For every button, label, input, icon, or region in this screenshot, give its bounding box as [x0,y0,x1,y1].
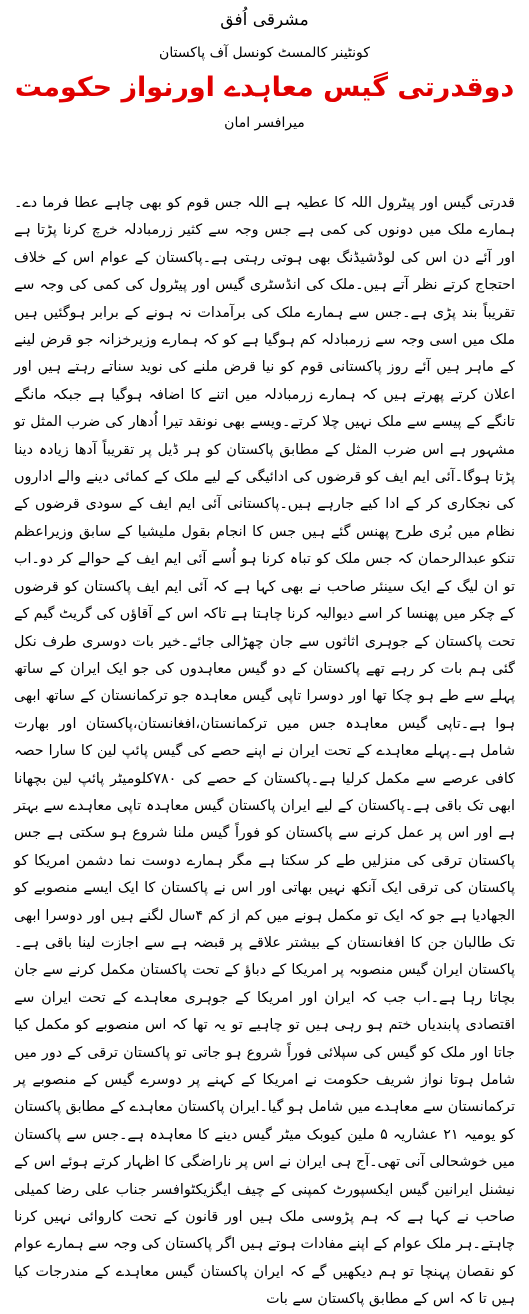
article-body [14,190,515,1314]
article-header [14,8,515,134]
newspaper-name: مشرقی اُفق [220,10,309,30]
council-subtitle: کونٹینر کالمسٹ کونسل آف پاکستان [159,45,370,61]
author-name: میرافسر امان [224,115,305,131]
article-headline: دوقدرتی گیس معاہدے اورنواز حکومت [14,72,515,103]
article-paragraph: قدرتی گیس اور پیٹرول اللہ کا عطیہ ہے اللہ جس قوم کو بھی چاہے عطا فرما دے۔ہمارے ملک میں دونوں کی کمی ہے جس وجہ سے کثیر زرمبادلہ خرچ کرنا پڑتا ہے اور آئے دن اس کی لوڈشیڈنگ بھی ہوتی رہتی ہے۔پاکستان کے عوام اس کے خلاف احتجاج کرتے نظر آتے ہیں۔ملک کی انڈسٹری گیس اور پیٹرول کی کمی کی وجہ سے تقریباً بند پڑی ہے۔جس سے ہمارے ملک کی برآمدات نہ ہونے کے برابر ہوگئیں ہیں ملک میں اسی وجہ سے زرمبادلہ کم ہوگیا ہے کو کہ ہمارے وزیرخزانہ جو قرض لینے کے ماہر ہیں آئے روز پاکستانی قوم کو نیا قرض ملنے کی نوید سناتے رہتے ہیں اور اعلان کرتے پھرتے ہیں کہ ہمارے زرمبادلہ میں اتنے کا اضافہ ہوگیا ہے جبکہ مانگے تانگے کے پیسے سے ملک نہیں چلا کرتے۔ویسے بھی نونقد تیرا اُدھار کی ضرب المثل تو مشہور ہے اس ضرب المثل کے مطابق پاکستان کو ہر ڈیل پر تقریباً آدھا زیادہ دینا پڑتا ہوگا۔آئی ایم ایف کو قرضوں کی ادائیگی کے لیے ملک کے کمائی دینے والے اداروں کی نجکاری کر کے ادا کیے جارہے ہیں۔پاکستانی آئی ایم ایف کے سودی قرضوں کے نظام میں بُری طرح پھنس گئے ہیں جس کا انجام بقول ملیشیا کے سابق وزیراعظم تنکو عبدالرحمان کہ جس ملک کو تباہ کرنا ہو اُسے آئی ایم ایف کے حوالے کر دو۔اب تو ان لیگ کے ایک سینئر صاحب نے بھی کہا ہے کہ آئی ایم ایف پاکستان کو قرضوں کے چکر میں پھنسا کر اسے دیوالیہ کرنا چاہتا ہے تاکہ اس کے آقاؤں کی گریٹ گیم کے تحت پاکستان کے جوہری اثاثوں سے جان چھڑالی جائے۔خیر بات دوسری طرف نکل گئی ہم بات کر رہے تھے پاکستان کے دو گیس معاہدوں کی جو ایک ایران کے ساتھ پہلے سے طے ہو چکا تھا اور دوسرا تاپی گیس معاہدہ جو ترکمانستان کے ساتھ ابھی ہوا ہے۔تاپی گیس معاہدہ جس میں ترکمانستان،افغانستان،پاکستان اور بھارت شامل ہے۔پہلے معاہدے کے تحت ایران نے اپنے حصے کی گیس پائپ لین کا سارا حصہ کافی عرصے سے مکمل کرلیا ہے۔پاکستان کے حصے کی ۷۸۰کلومیٹر پائپ لین بچھانا ابھی تک باقی ہے۔پاکستان کے لیے ایران پاکستان گیس معاہدہ تاپی معاہدے سے بہتر ہے اور اس پر عمل کرنے سے پاکستان کو فوراً گیس ملنا شروع ہو سکتی ہے جس پاکستان ترقی کی منزلیں طے کر سکتا ہے مگر ہمارے دوست نما دشمن امریکا کو پاکستان کی ترقی ایک آنکھ نہیں بھاتی اور اس نے پاکستان کا ایک ایسے منصوبے کو الجھادیا ہے جو کہ ایک تو مکمل ہونے میں کم از کم ۴سال لگنے ہیں اور دوسرا ابھی تک طالبان جن کا افغانستان کے بیشتر علاقے پر قبضہ ہے سے اجازت لینا باقی ہے۔پاکستان ایران گیس منصوبہ پر امریکا کے دباؤ کے تحت پاکستان مکمل کرنے سے جان بچاتا رہا ہے۔اب جب کہ ایران اور امریکا کے جوہری معاہدے کے تحت ایران سے اقتصادی پابندیاں ختم ہو رہی ہیں تو چاہیے تو یہ تھا کہ اس منصوبے کو مکمل کیا جاتا اور ملک کو گیس کی سپلائی فوراً شروع ہو جاتی تو پاکستان ترقی کے دور میں شامل ہوتا نواز شریف حکومت نے امریکا کے کہنے پر دوسرے گیس کے منصوبے پر ترکمانستان سے معاہدے میں شامل ہو گیا۔ایران پاکستان معاہدے کے مطابق پاکستان کو یومیہ ۲۱ عشاریہ ۵ ملین کیوبک میٹر گیس دینے کا معاہدہ ہے۔جس سے پاکستان میں خوشحالی آنی تھی۔آج ہی ایران نے اس پر ناراضگی کا اظہار کرتے ہوئے اس کے نیشنل ایرانین گیس ایکسپورٹ کمپنی کے چیف ایگزیکٹوافسر جناب علی رضا کمیلی صاحب نے کہا ہے کہ ہم پڑوسی ملک ہیں اور قانون کے تحت کاروائی نہیں کرنا چاہتے۔ہر ملک عوام کے اپنے مفادات ہوتے ہیں اگر پاکستان کی وجہ سے ہمارے عوام کو نقصان پہنچا تو ہم دیکھیں گے کہ ایران پاکستان گیس معاہدے کے مندرجات کیا ہیں تا کہ اس کے مطابق پاکستان سے بات [14,195,515,1308]
